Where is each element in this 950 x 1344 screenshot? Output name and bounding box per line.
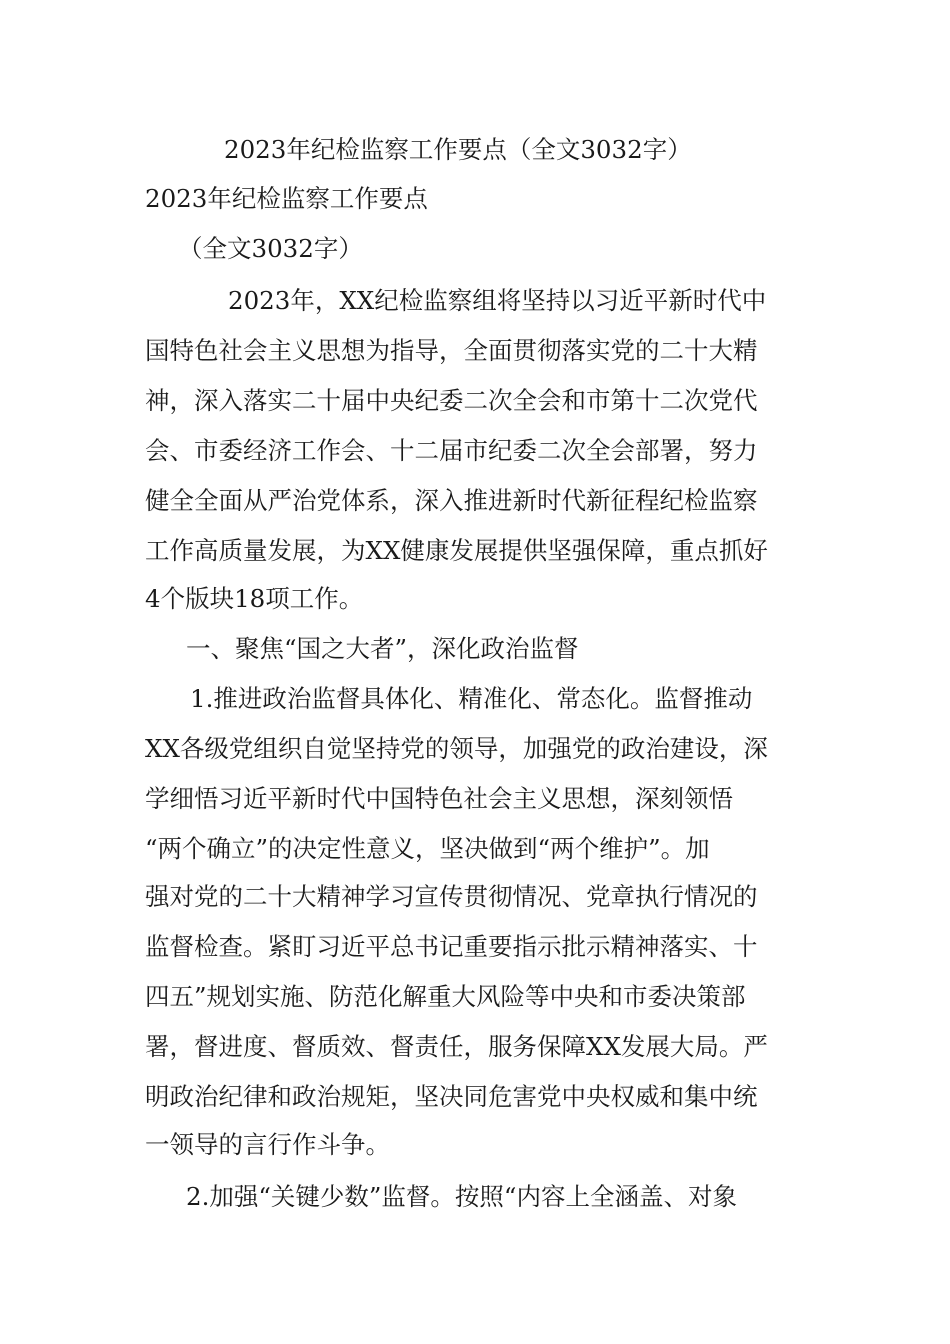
paragraph-line: 1.推进政治监督具体化、精准化、常态化。监督推动 [190, 684, 753, 713]
paragraph-line: 署，督进度、督质效、督责任，服务保障XX发展大局。严 [145, 1032, 768, 1061]
paragraph-line: 明政治纪律和政治规矩，坚决同危害党中央权威和集中统 [145, 1082, 758, 1111]
paragraph-line: 四五”规划实施、防范化解重大风险等中央和市委决策部 [145, 982, 746, 1011]
paragraph-line: 会、市委经济工作会、十二届市纪委二次全会部署，努力 [145, 436, 758, 465]
paragraph-line: 2023年，XX纪检监察组将坚持以习近平新时代中 [228, 286, 767, 315]
paragraph-line: 4个版块18项工作。 [145, 584, 364, 613]
paragraph-line: 学细悟习近平新时代中国特色社会主义思想，深刻领悟 [145, 784, 733, 813]
paragraph-line: 强对党的二十大精神学习宣传贯彻情况、党章执行情况的 [145, 882, 758, 911]
paragraph-line: 国特色社会主义思想为指导，全面贯彻落实党的二十大精 [145, 336, 758, 365]
paragraph-line: “两个确立”的决定性意义，坚决做到“两个维护”。加 [145, 834, 710, 863]
section-heading: 一、聚焦“国之大者”，深化政治监督 [186, 634, 579, 663]
paragraph-line: 神，深入落实二十届中央纪委二次全会和市第十二次党代 [145, 386, 758, 415]
paragraph-line: 健全全面从严治党体系，深入推进新时代新征程纪检监察 [145, 486, 758, 515]
paragraph-line: 工作高质量发展，为XX健康发展提供坚强保障，重点抓好 [145, 536, 768, 565]
paragraph-line: 2.加强“关键少数”监督。按照“内容上全涵盖、对象 [186, 1182, 737, 1211]
word-count: （全文3032字） [178, 234, 363, 263]
paragraph-line: XX各级党组织自觉坚持党的领导，加强党的政治建设，深 [145, 734, 768, 763]
paragraph-line: 一领导的言行作斗争。 [145, 1130, 390, 1159]
document-heading: 2023年纪检监察工作要点 [145, 184, 428, 213]
document-title: 2023年纪检监察工作要点（全文3032字） [224, 135, 692, 164]
paragraph-line: 监督检查。紧盯习近平总书记重要指示批示精神落实、十 [145, 932, 758, 961]
